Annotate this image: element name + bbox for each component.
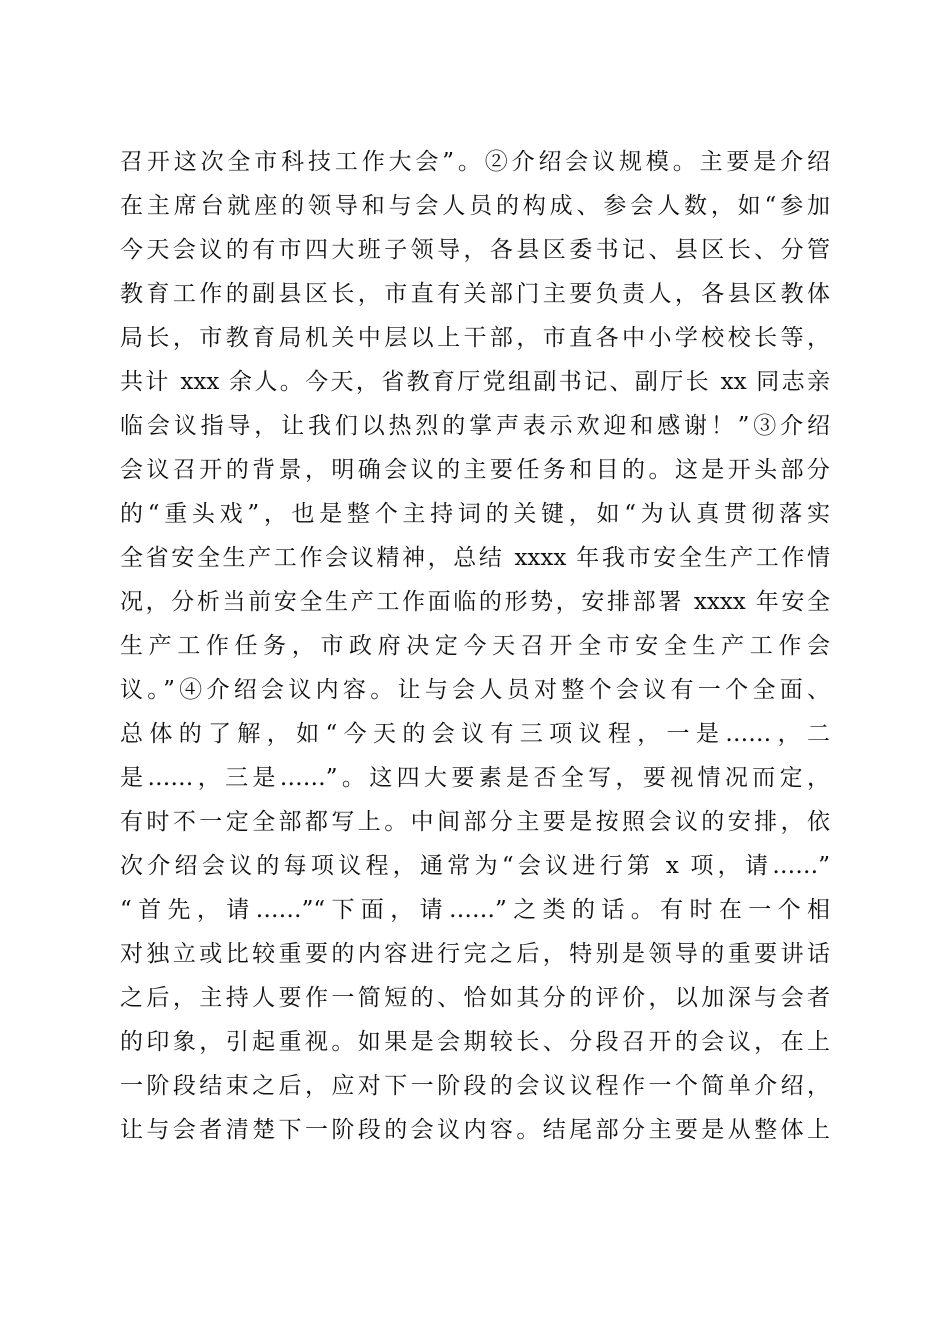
- text-line: 之后，主持人要作一简短的、恰如其分的评价，以加深与会者: [120, 985, 830, 1011]
- body-text: [120, 140, 830, 1152]
- text-line: 对独立或比较重要的内容进行完之后，特别是领导的重要讲话: [120, 941, 830, 967]
- text-line: 今天会议的有市四大班子领导，各县区委书记、县区长、分管: [120, 237, 830, 263]
- text-line: 共计 xxx 余人。今天，省教育厅党组副书记、副厅长 xx 同志亲: [120, 369, 830, 395]
- text-line: 生产工作任务，市政府决定今天召开全市安全生产工作会: [120, 633, 830, 659]
- text-line: 的印象，引起重视。如果是会期较长、分段召开的会议，在上: [120, 1029, 830, 1055]
- text-line: 议。”④介绍会议内容。让与会人员对整个会议有一个全面、: [120, 677, 830, 703]
- text-line: 局长，市教育局机关中层以上干部，市直各中小学校校长等，: [120, 325, 830, 351]
- text-line: 会议召开的背景，明确会议的主要任务和目的。这是开头部分: [120, 457, 830, 483]
- text-line: 教育工作的副县区长，市直有关部门主要负责人，各县区教体: [120, 281, 830, 307]
- text-line: 临会议指导，让我们以热烈的掌声表示欢迎和感谢！”③介绍: [120, 413, 830, 439]
- text-line: 总体的了解，如“今天的会议有三项议程，一是……，二: [120, 721, 830, 747]
- text-line: 一阶段结束之后，应对下一阶段的会议议程作一个简单介绍，: [120, 1073, 830, 1099]
- text-line: 次介绍会议的每项议程，通常为“会议进行第 x 项，请……”: [120, 853, 830, 879]
- text-line: 让与会者清楚下一阶段的会议内容。结尾部分主要是从整体上: [120, 1117, 830, 1143]
- text-line: 全省安全生产工作会议精神，总结 xxxx 年我市安全生产工作情: [120, 545, 830, 571]
- text-line: 是……，三是……”。这四大要素是否全写，要视情况而定，: [120, 765, 830, 791]
- text-line: 召开这次全市科技工作大会”。②介绍会议规模。主要是介绍: [120, 149, 830, 175]
- text-line: “首先，请……”“下面，请……”之类的话。有时在一个相: [120, 897, 830, 923]
- text-line: 在主席台就座的领导和与会人员的构成、参会人数，如“参加: [120, 193, 830, 219]
- text-line: 有时不一定全部都写上。中间部分主要是按照会议的安排，依: [120, 809, 830, 835]
- text-line: 的“重头戏”，也是整个主持词的关键，如“为认真贯彻落实: [120, 501, 830, 527]
- text-line: 况，分析当前安全生产工作面临的形势，安排部署 xxxx 年安全: [120, 589, 830, 615]
